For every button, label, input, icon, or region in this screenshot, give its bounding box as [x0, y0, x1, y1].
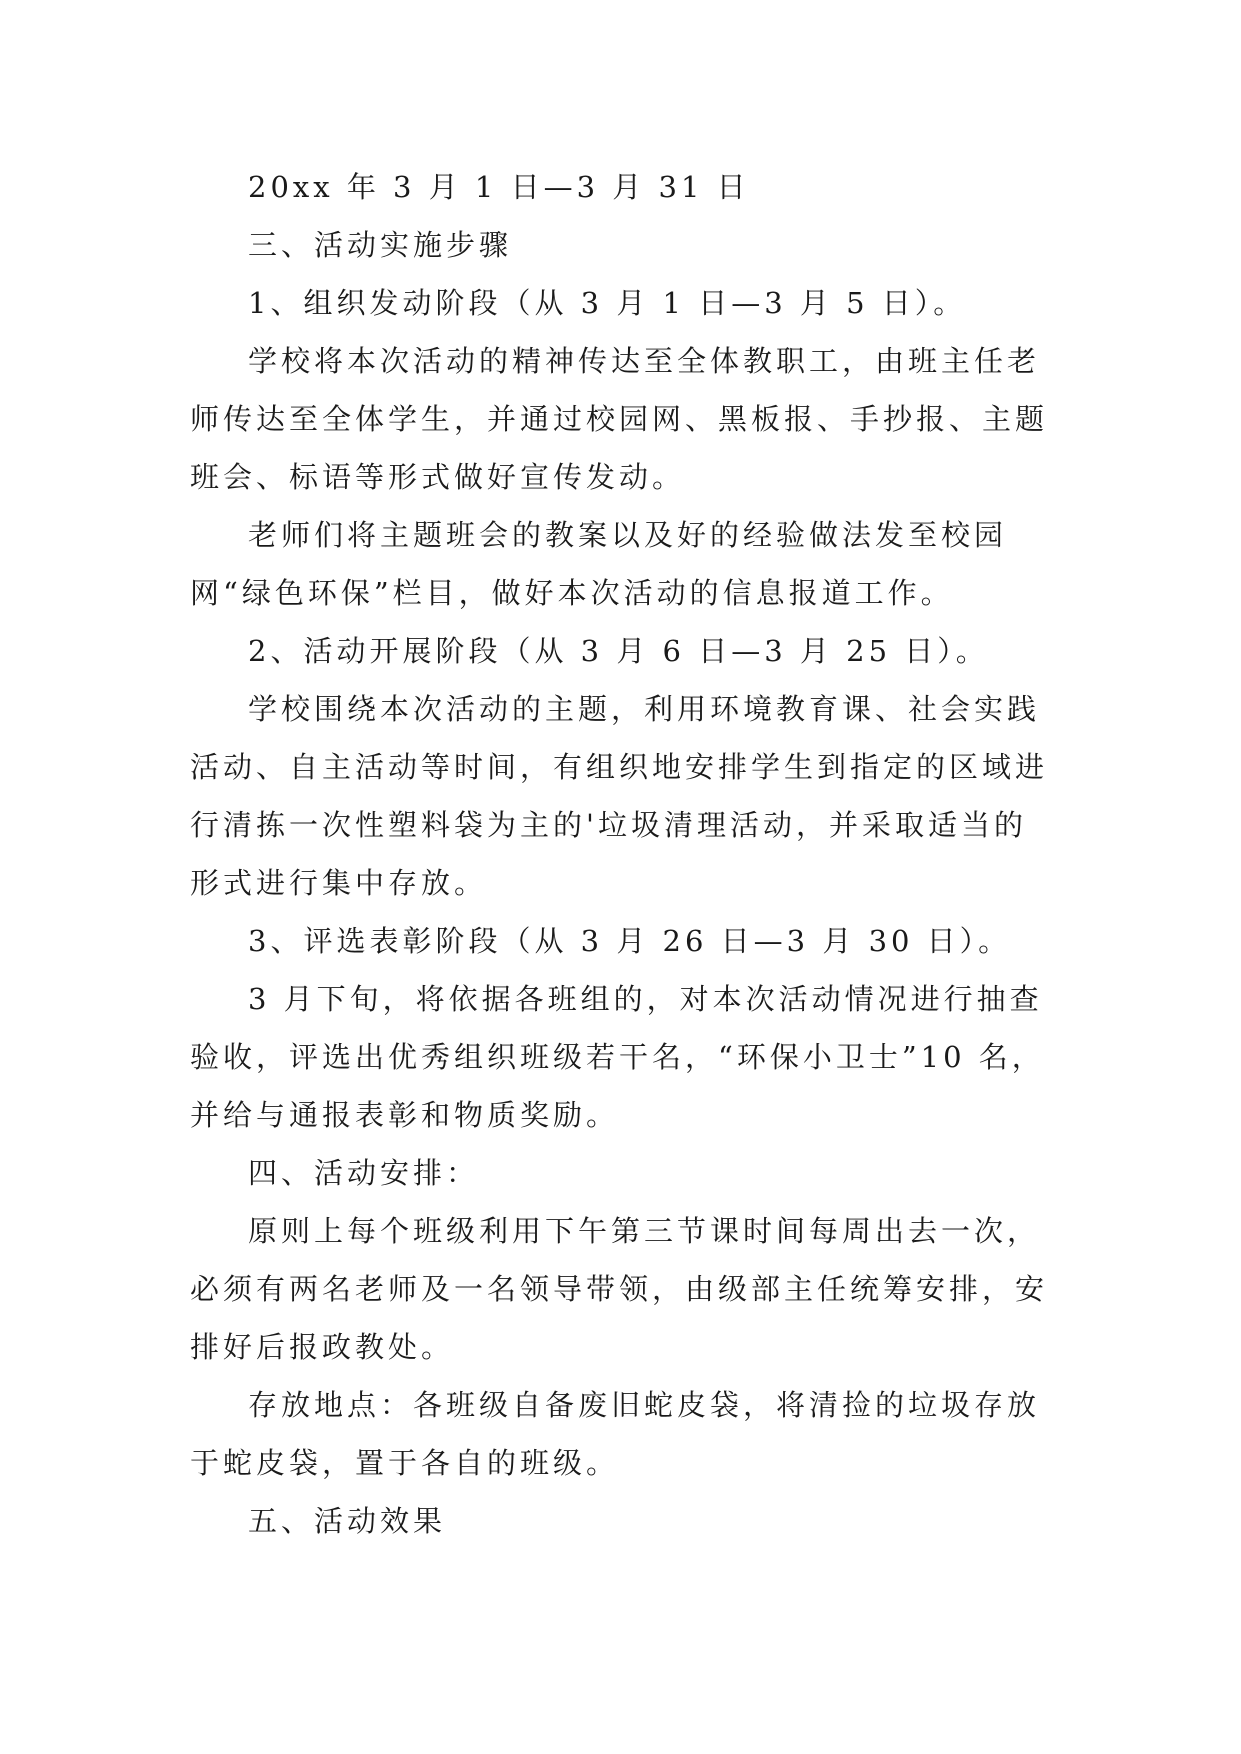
text-line: 3 月下旬，将依据各班组的，对本次活动情况进行抽查 [248, 982, 1043, 1016]
text-line: 并给与通报表彰和物质奖励。 [190, 1098, 620, 1132]
text-line: 1、组织发动阶段（从 3 月 1 日—3 月 5 日）。 [248, 286, 967, 320]
body-paragraph [190, 332, 1050, 506]
text-line: 三、活动实施步骤 [248, 228, 513, 262]
body-paragraph [190, 1202, 1050, 1376]
body-paragraph [190, 506, 1050, 622]
section-heading-results [190, 1492, 1050, 1550]
text-line: 原则上每个班级利用下午第三节课时间每周出去一次， [248, 1214, 1041, 1248]
document-body [190, 158, 1050, 1550]
body-paragraph [190, 680, 1050, 912]
text-line: 必须有两名老师及一名领导带领，由级部主任统筹安排，安 [190, 1272, 1049, 1306]
text-line: 存放地点：各班级自备废旧蛇皮袋，将清捡的垃圾存放 [248, 1388, 1041, 1422]
text-line: 2、活动开展阶段（从 3 月 6 日—3 月 25 日）。 [248, 634, 989, 668]
date-range-paragraph [190, 158, 1050, 216]
text-line: 于蛇皮袋，置于各自的班级。 [190, 1446, 620, 1480]
text-line: 学校围绕本次活动的主题，利用环境教育课、社会实践 [248, 692, 1041, 726]
section-heading-implementation [190, 216, 1050, 274]
step-heading-evaluation [190, 912, 1050, 970]
text-line: 20xx 年 3 月 1 日—3 月 31 日 [248, 170, 750, 204]
text-line: 网“绿色环保”栏目，做好本次活动的信息报道工作。 [190, 576, 954, 610]
body-paragraph [190, 1376, 1050, 1492]
text-line: 四、活动安排： [248, 1156, 480, 1190]
text-line: 师传达至全体学生，并通过校园网、黑板报、手抄报、主题 [190, 402, 1049, 436]
step-heading-execution [190, 622, 1050, 680]
text-line: 老师们将主题班会的教案以及好的经验做法发至校园 [248, 518, 1008, 552]
step-heading-mobilization [190, 274, 1050, 332]
section-heading-arrangement [190, 1144, 1050, 1202]
body-paragraph [190, 970, 1050, 1144]
text-line: 五、活动效果 [248, 1504, 447, 1538]
text-line: 3、评选表彰阶段（从 3 月 26 日—3 月 30 日）。 [248, 924, 1012, 958]
text-line: 班会、标语等形式做好宣传发动。 [190, 460, 686, 494]
text-line: 形式进行集中存放。 [190, 866, 488, 900]
text-line: 学校将本次活动的精神传达至全体教职工，由班主任老 [248, 344, 1041, 378]
text-line: 验收，评选出优秀组织班级若干名，“环保小卫士”10 名， [190, 1040, 1045, 1074]
text-line: 行清拣一次性塑料袋为主的'垃圾清理活动，并采取适当的 [190, 808, 1027, 842]
text-line: 活动、自主活动等时间，有组织地安排学生到指定的区域进 [190, 750, 1049, 784]
text-line: 排好后报政教处。 [190, 1330, 455, 1364]
